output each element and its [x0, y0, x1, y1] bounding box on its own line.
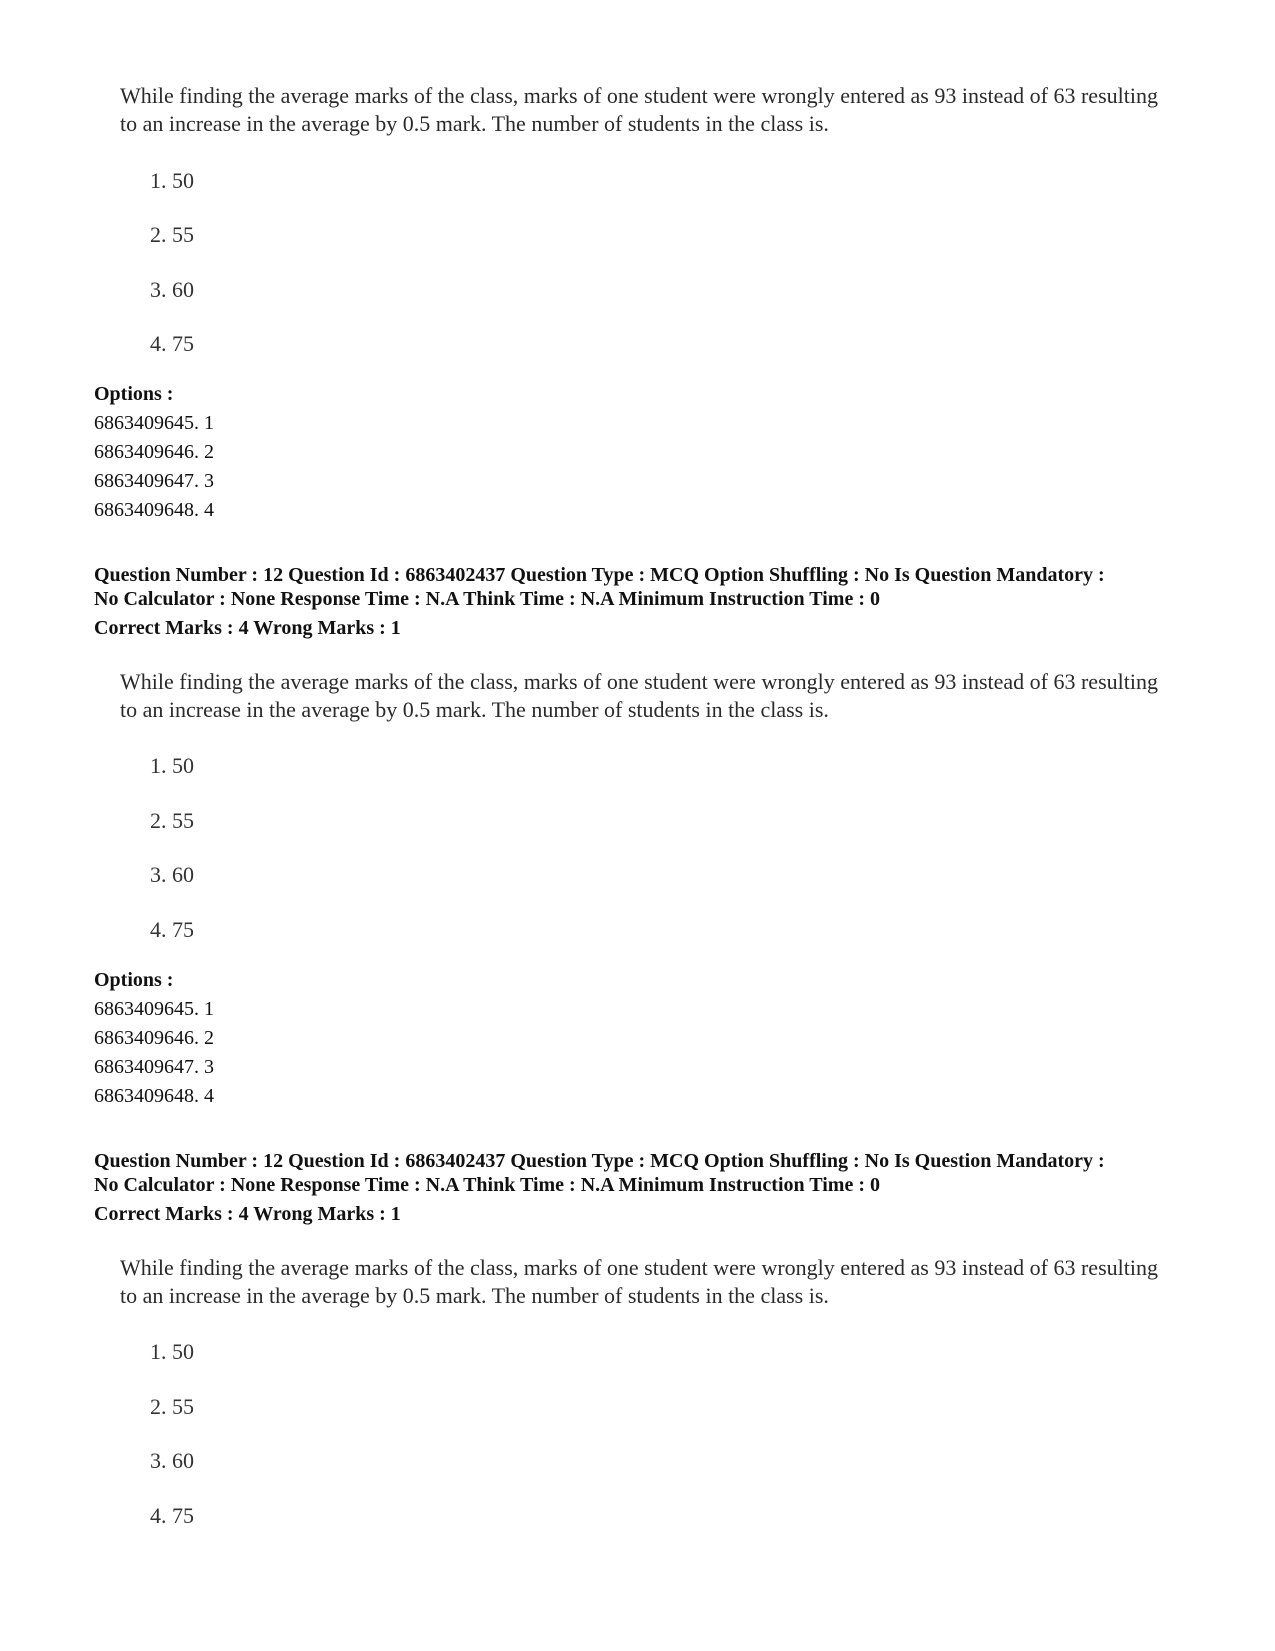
option-id-4: 6863409648. 4	[94, 499, 214, 521]
choice-2: 2. 55	[150, 1394, 194, 1419]
options-heading: Options :	[94, 969, 174, 991]
choice-2: 2. 55	[150, 222, 194, 247]
choice-3: 3. 60	[150, 862, 194, 887]
option-id-1: 6863409645. 1	[94, 412, 214, 434]
question-meta-line-1: Question Number : 12 Question Id : 6863402437 Question Type : MCQ Option Shuffling : No Is Question Mandatory :	[94, 564, 1105, 586]
choice-4: 4. 75	[150, 331, 194, 356]
question-text: While finding the average marks of the class, marks of one student were wrongly entered as 93 instead of 63 resulting to an increase in the average by 0.5 mark. The number of students in the class is.	[120, 1255, 1158, 1308]
choice-1: 1. 50	[150, 1339, 194, 1364]
option-id-2: 6863409646. 2	[94, 441, 214, 463]
choice-3: 3. 60	[150, 277, 194, 302]
choice-4: 4. 75	[150, 1503, 194, 1528]
marks-line: Correct Marks : 4 Wrong Marks : 1	[94, 617, 401, 639]
option-id-4: 6863409648. 4	[94, 1085, 214, 1107]
question-meta-line-1: Question Number : 12 Question Id : 6863402437 Question Type : MCQ Option Shuffling : No Is Question Mandatory :	[94, 1150, 1105, 1172]
marks-line: Correct Marks : 4 Wrong Marks : 1	[94, 1203, 401, 1225]
choice-4: 4. 75	[150, 917, 194, 942]
question-text: While finding the average marks of the class, marks of one student were wrongly entered as 93 instead of 63 resulting to an increase in the average by 0.5 mark. The number of students in the class is.	[120, 83, 1158, 136]
option-id-1: 6863409645. 1	[94, 998, 214, 1020]
options-heading: Options :	[94, 383, 174, 405]
choice-2: 2. 55	[150, 808, 194, 833]
choice-3: 3. 60	[150, 1448, 194, 1473]
question-meta-line-2: No Calculator : None Response Time : N.A Think Time : N.A Minimum Instruction Time : 0	[94, 588, 880, 610]
question-text: While finding the average marks of the class, marks of one student were wrongly entered as 93 instead of 63 resulting to an increase in the average by 0.5 mark. The number of students in the class is.	[120, 669, 1158, 722]
option-id-3: 6863409647. 3	[94, 1056, 214, 1078]
option-id-3: 6863409647. 3	[94, 470, 214, 492]
choice-1: 1. 50	[150, 168, 194, 193]
choice-1: 1. 50	[150, 753, 194, 778]
question-meta-line-2: No Calculator : None Response Time : N.A Think Time : N.A Minimum Instruction Time : 0	[94, 1174, 880, 1196]
option-id-2: 6863409646. 2	[94, 1027, 214, 1049]
